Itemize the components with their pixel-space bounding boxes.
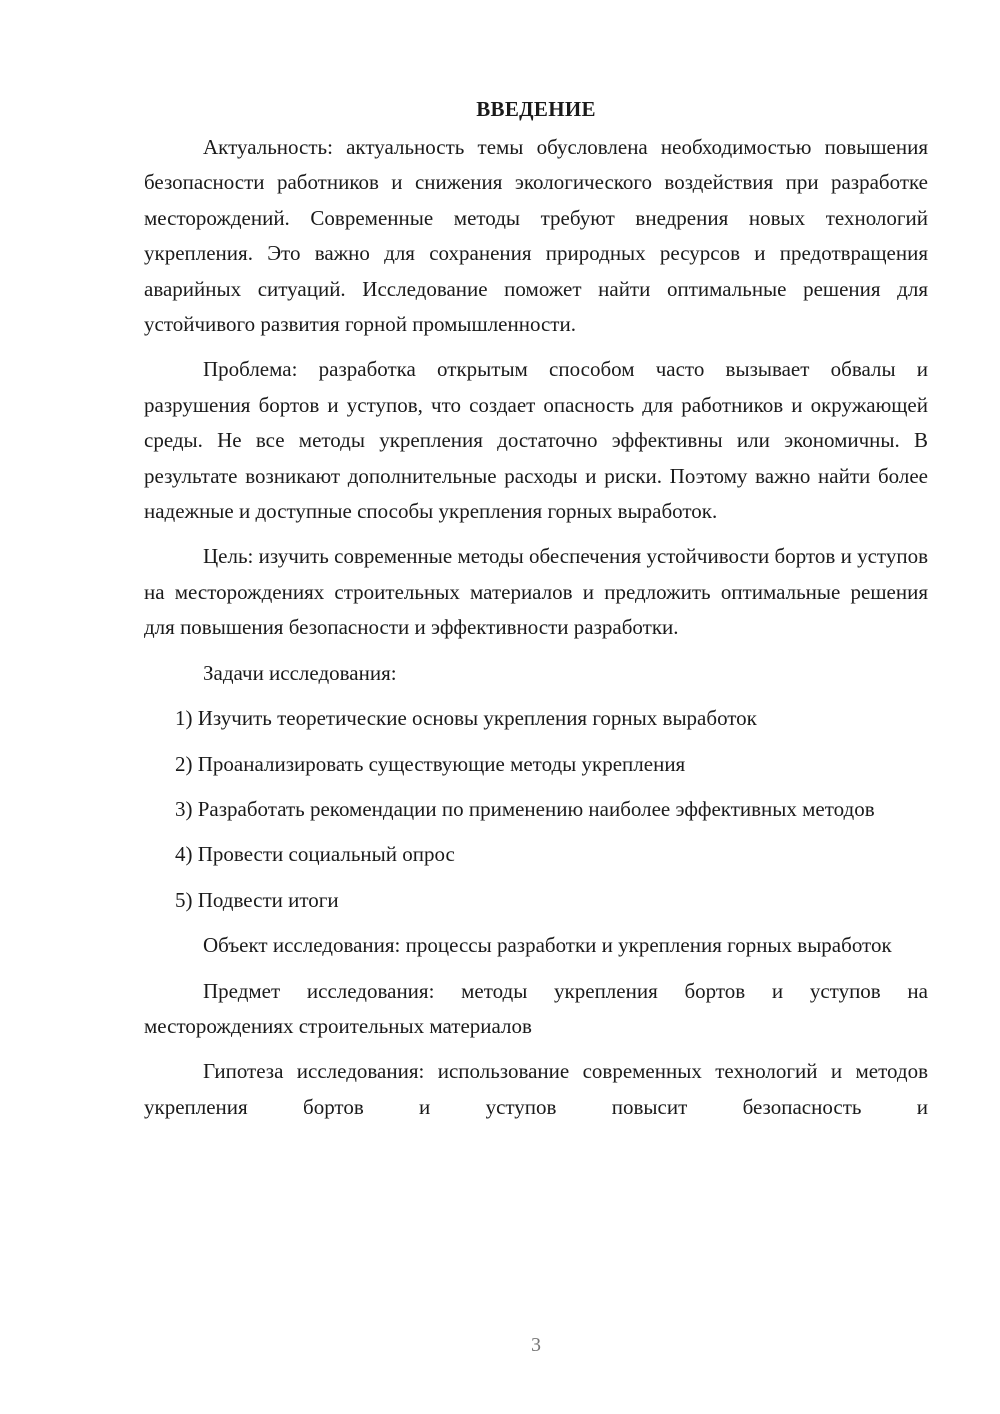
document-page bbox=[144, 92, 928, 1135]
task-item-1: 1) Изучить теоретические основы укрепления горных выработок bbox=[175, 706, 757, 731]
problem-paragraph: Проблема: разработка открытым способом часто вызывает обвалы и разрушения бортов и уступов, что создает опасность для работников и окружающей среды. Не все методы укрепления достаточно эффективны или экономичны. В результате возникают дополнительные расходы и риски. Поэтому важно найти более надежные и доступные способы укрепления горных выработок. bbox=[144, 357, 928, 524]
section-title: ВВЕДЕНИЕ bbox=[476, 97, 596, 121]
task-item-4: 4) Провести социальный опрос bbox=[175, 842, 455, 867]
subject-paragraph: Предмет исследования: методы укрепления бортов и уступов на месторождениях строительных материалов bbox=[144, 978, 928, 1038]
tasks-heading: Задачи исследования: bbox=[203, 660, 397, 685]
page-number: 3 bbox=[531, 1334, 541, 1356]
task-item-3: 3) Разработать рекомендации по применению наиболее эффективных методов bbox=[175, 796, 875, 821]
hypothesis-paragraph: Гипотеза исследования: использование современных технологий и методов укрепления бортов и уступов повысит безопасность и bbox=[144, 1059, 928, 1119]
object-paragraph: Объект исследования: процессы разработки и укрепления горных выработок bbox=[203, 933, 892, 958]
goal-paragraph: Цель: изучить современные методы обеспечения устойчивости бортов и уступов на месторождениях строительных материалов и предложить оптимальные решения для повышения безопасности и эффективности разработки. bbox=[144, 544, 928, 640]
task-item-5: 5) Подвести итоги bbox=[175, 887, 339, 912]
relevance-paragraph: Актуальность: актуальность темы обусловлена необходимостью повышения безопасности работников и снижения экологического воздействия при разработке месторождений. Современные методы требуют внедрения новых технологий укрепления. Это важно для сохранения природных ресурсов и предотвращения аварийных ситуаций. Исследование поможет найти оптимальные решения для устойчивого развития горной промышленности. bbox=[144, 135, 928, 337]
task-item-2: 2) Проанализировать существующие методы укрепления bbox=[175, 751, 686, 776]
